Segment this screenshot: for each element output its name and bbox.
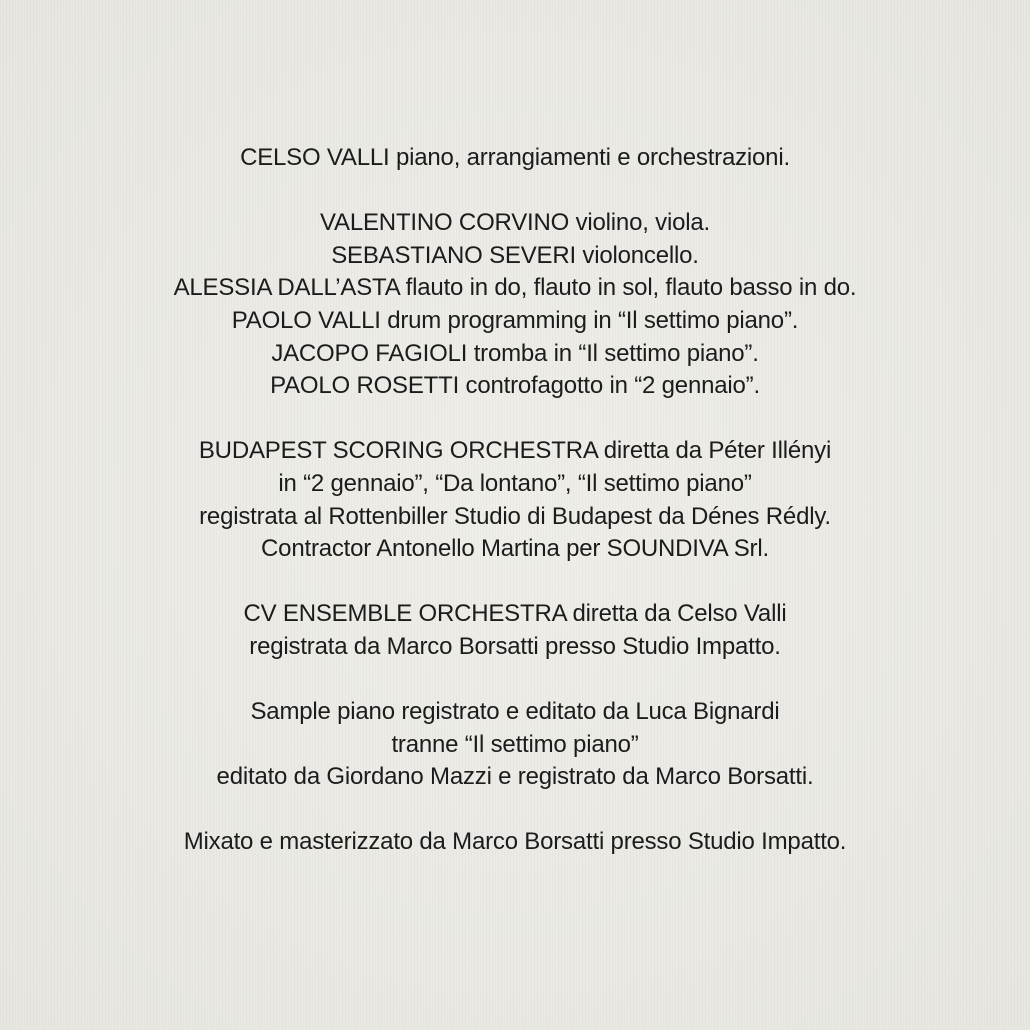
performer-name: BUDAPEST SCORING ORCHESTRA: [198, 437, 598, 465]
credit-role: Sample piano registrato e editato da Luca Bignardi: [250, 698, 780, 726]
credits-text: [0, 142, 1030, 859]
credit-role: editato da Giordano Mazzi e registrato da Marco Borsatti.: [216, 763, 814, 791]
credit-line: [0, 696, 1030, 729]
credit-line: [0, 729, 1030, 762]
credit-role: flauto in do, flauto in sol, flauto basso in do.: [399, 274, 857, 302]
credit-line: [0, 501, 1030, 534]
credits-block-soloists: [0, 207, 1030, 403]
credit-role: violino, viola.: [569, 209, 710, 237]
credit-role: Mixato e masterizzato da Marco Borsatti presso Studio Impatto.: [183, 828, 847, 856]
credit-line: [0, 240, 1030, 273]
credit-role: tromba in “Il settimo piano”.: [467, 339, 759, 367]
credit-line: [0, 142, 1030, 175]
credit-role: tranne “Il settimo piano”: [391, 730, 639, 758]
credit-role: registrata al Rottenbiller Studio di Budapest da Dénes Rédly.: [199, 502, 831, 530]
credits-block-mixing: [0, 826, 1030, 859]
credit-line: [0, 272, 1030, 305]
performer-name: PAOLO ROSETTI: [270, 372, 460, 400]
performer-name: CELSO VALLI: [240, 144, 390, 171]
credits-block-sample-piano: [0, 696, 1030, 794]
credit-line: [0, 207, 1030, 240]
credit-line: [0, 338, 1030, 371]
credit-role: in “2 gennaio”, “Da lontano”, “Il settimo piano”: [278, 469, 752, 497]
credit-line: [0, 435, 1030, 468]
credit-role: Contractor Antonello Martina per SOUNDIVA Srl.: [261, 535, 769, 563]
performer-name: ALESSIA DALL’ASTA: [173, 274, 400, 302]
credit-line: [0, 370, 1030, 403]
credit-line: [0, 468, 1030, 501]
credit-line: [0, 826, 1030, 859]
credit-line: [0, 598, 1030, 631]
credit-role: controfagotto in “2 gennaio”.: [459, 372, 760, 400]
credit-line: [0, 305, 1030, 338]
credit-role: registrata da Marco Borsatti presso Studio Impatto.: [249, 632, 781, 660]
credits-block-arranger: [0, 142, 1030, 175]
credit-role: violoncello.: [575, 241, 699, 269]
performer-name: JACOPO FAGIOLI: [271, 339, 468, 367]
credits-block-cv-ensemble: [0, 598, 1030, 663]
credit-line: [0, 631, 1030, 664]
performer-name: CV ENSEMBLE ORCHESTRA: [243, 600, 567, 628]
credit-role: diretta da Péter Illényi: [597, 437, 832, 465]
credit-role: diretta da Celso Valli: [566, 600, 787, 628]
performer-name: PAOLO VALLI: [231, 306, 381, 334]
credit-role: piano, arrangiamenti e orchestrazioni.: [389, 144, 790, 171]
credit-role: drum programming in “Il settimo piano”.: [380, 306, 799, 334]
credits-block-budapest-orchestra: [0, 435, 1030, 565]
performer-name: VALENTINO CORVINO: [320, 209, 570, 237]
credit-line: [0, 533, 1030, 566]
credit-line: [0, 761, 1030, 794]
performer-name: SEBASTIANO SEVERI: [331, 241, 576, 269]
